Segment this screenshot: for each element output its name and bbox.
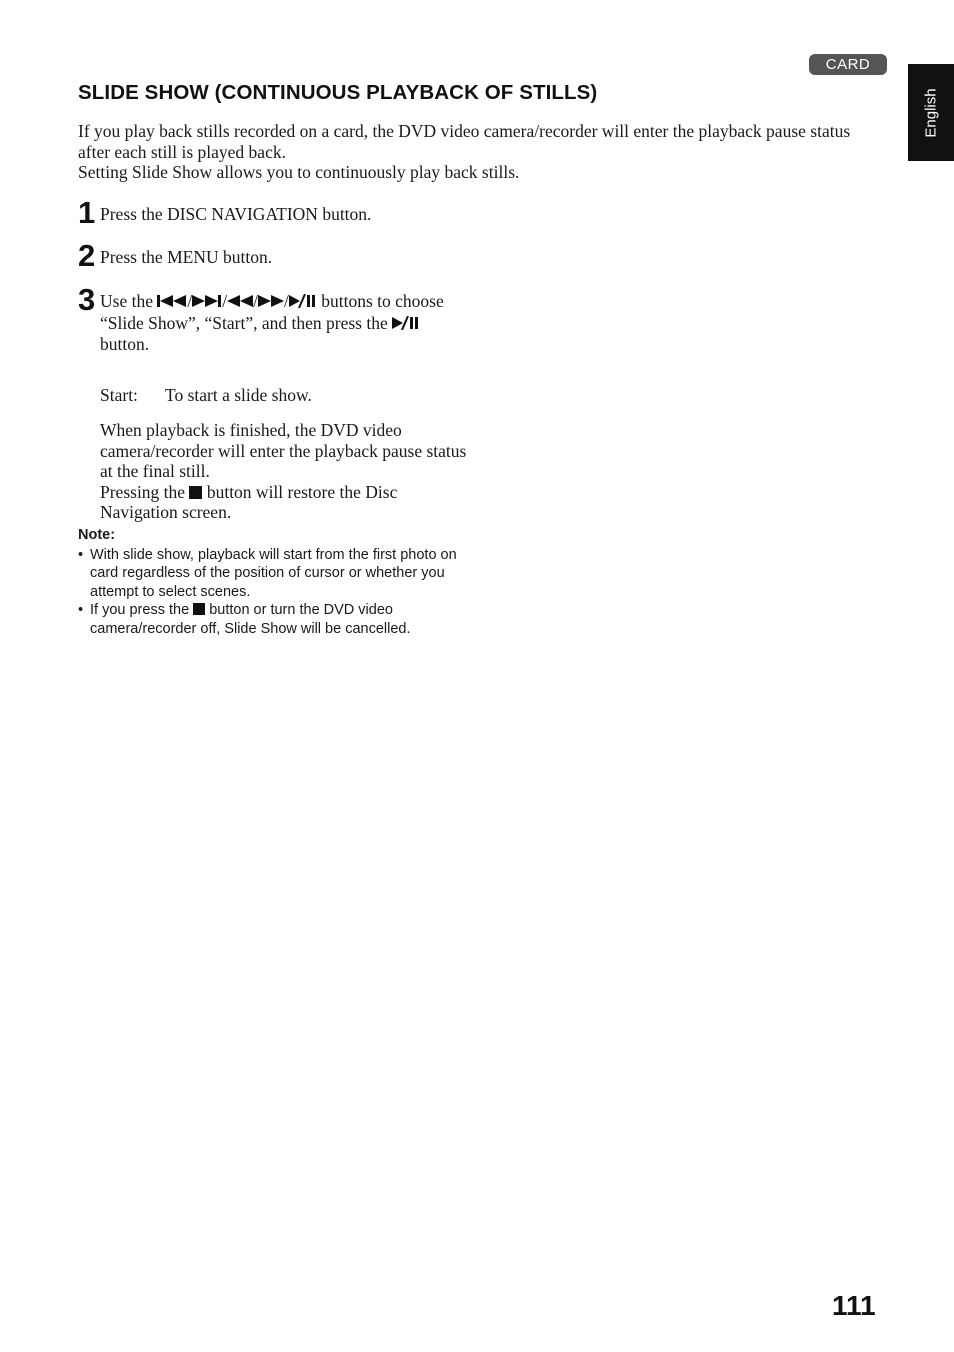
step-text-part: Use the: [100, 291, 153, 311]
stop-icon: [193, 603, 205, 615]
play-pause-icon: [392, 316, 420, 330]
intro-line-2: Setting Slide Show allows you to continuously play back stills.: [78, 162, 520, 183]
note-list: [78, 546, 478, 638]
section-title: SLIDE SHOW (CONTINUOUS PLAYBACK OF STILLS): [78, 81, 598, 104]
stop-icon: [189, 486, 202, 499]
playback-paragraph: [100, 420, 470, 523]
play-pause-icon: [289, 294, 317, 308]
step-text: Press the DISC NAVIGATION button.: [100, 204, 372, 224]
note-heading: Note:: [78, 527, 116, 543]
step-text: Press the MENU button.: [100, 247, 273, 267]
card-badge: CARD: [809, 54, 887, 75]
rewind-icon: [227, 294, 253, 308]
note-text-part: If you press the: [90, 602, 190, 619]
step-text-part: button.: [100, 334, 150, 354]
note-text-part: button or turn the DVD video camera/recorder off, Slide Show will be cancelled.: [90, 602, 411, 637]
step-number: 2: [78, 238, 96, 273]
restore-text-part: Pressing the: [100, 481, 186, 502]
option-description: To start a slide show.: [165, 385, 312, 405]
skip-forward-icon: [192, 294, 222, 308]
fast-forward-icon: [258, 294, 284, 308]
playback-restore-text: [100, 482, 470, 523]
option-start: [100, 385, 312, 406]
skip-back-icon: [157, 294, 187, 308]
option-label: Start:: [100, 385, 138, 405]
step-text-part: buttons to choose “Slide Show”, “Start”, and then press the: [100, 291, 444, 333]
note-item: [78, 601, 478, 638]
step-number: 3: [78, 282, 96, 317]
page-number: 111: [832, 1290, 876, 1321]
language-tab-label: English: [922, 87, 940, 138]
playback-finished-text: When playback is finished, the DVD video camera/recorder will enter the playback pause status at the final still.: [100, 420, 467, 482]
language-tab: [908, 64, 954, 161]
note-item: • With slide show, playback will start from the first photo on card regardless of the position of cursor or whether you attempt to select scenes.: [78, 546, 478, 601]
restore-text-part: button will restore the Disc Navigation screen.: [100, 481, 398, 523]
intro-line-1: If you play back stills recorded on a card, the DVD video camera/recorder will enter the playback pause status after each still is played back.: [78, 121, 851, 162]
intro-paragraph: [78, 121, 878, 183]
step-text: Use the / / / / buttons to choose “Slide Show”, “Start”, and then press the button.: [100, 291, 444, 354]
step-number: 1: [78, 195, 96, 230]
